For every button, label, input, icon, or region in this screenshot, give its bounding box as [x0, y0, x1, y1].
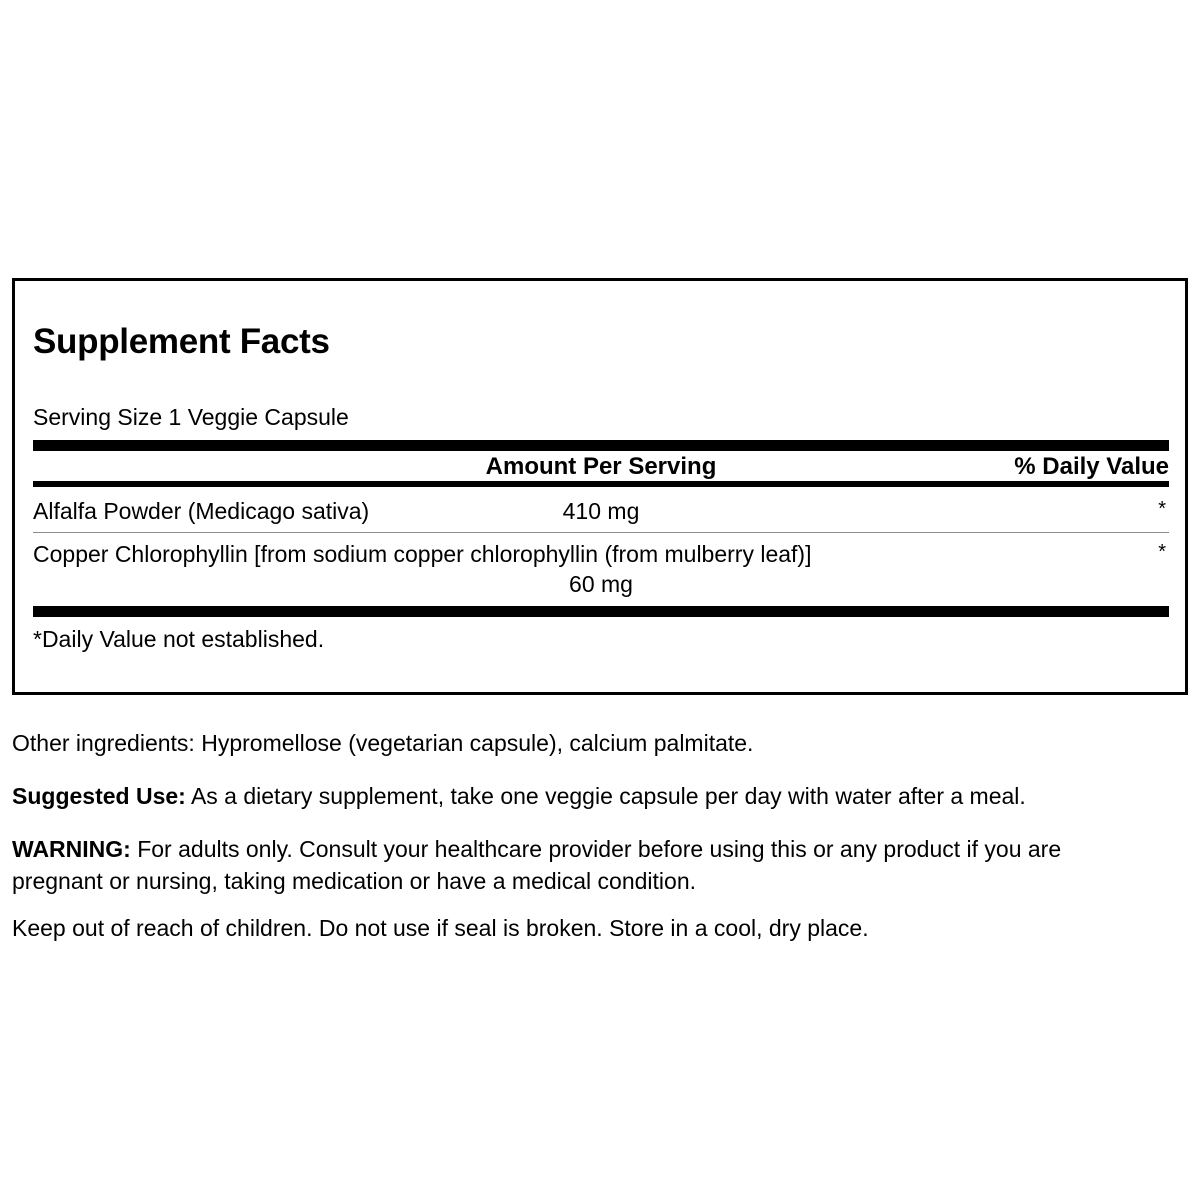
ingredient-daily-value: * — [1158, 541, 1166, 563]
suggested-use-label: Suggested Use: — [12, 783, 186, 809]
warning-paragraph — [12, 833, 1152, 897]
column-header-daily-value: % Daily Value — [1014, 453, 1169, 480]
rule-medium-under-header — [33, 481, 1169, 487]
daily-value-footnote: *Daily Value not established. — [33, 626, 325, 652]
ingredient-amount: 60 mg — [569, 571, 633, 597]
ingredient-daily-value: * — [1158, 498, 1166, 520]
other-ingredients-paragraph: Other ingredients: Hypromellose (vegetarian capsule), calcium palmitate. — [12, 730, 754, 756]
supplement-facts-inner — [33, 281, 1169, 692]
ingredient-name: Copper Chlorophyllin [from sodium copper chlorophyllin (from mulberry leaf)] — [33, 541, 812, 567]
suggested-use-paragraph — [12, 780, 1152, 812]
supplement-facts-panel — [12, 278, 1188, 695]
ingredient-name: Alfalfa Powder (Medicago sativa) — [33, 498, 370, 524]
rule-hairline-between-rows — [33, 532, 1169, 533]
warning-text: For adults only. Consult your healthcare provider before using this or any product if you are pregnant or nursing, taking medication or have a medical condition. — [12, 836, 1062, 894]
ingredient-amount: 410 mg — [562, 498, 640, 524]
rule-thick-bottom — [33, 606, 1169, 617]
page-title: Supplement Facts — [33, 322, 330, 361]
rule-thick-top — [33, 440, 1169, 451]
warning-label: WARNING: — [12, 836, 131, 862]
column-header-amount-per-serving: Amount Per Serving — [485, 453, 717, 480]
serving-size-text: Serving Size 1 Veggie Capsule — [33, 404, 349, 430]
storage-paragraph: Keep out of reach of children. Do not use if seal is broken. Store in a cool, dry place. — [12, 915, 869, 941]
suggested-use-text: As a dietary supplement, take one veggie capsule per day with water after a meal. — [185, 783, 1026, 809]
